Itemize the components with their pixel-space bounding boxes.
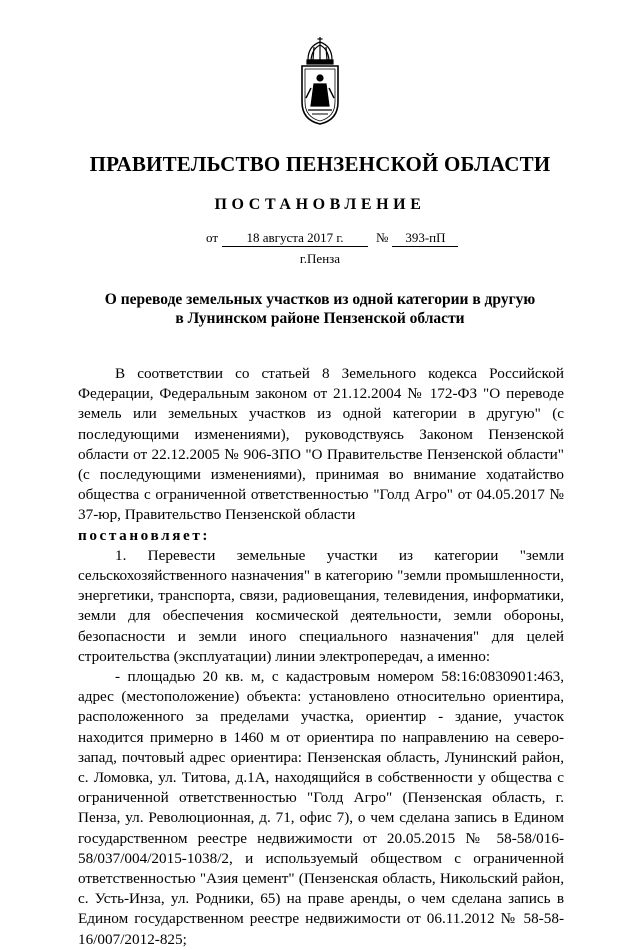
document-type: ПОСТАНОВЛЕНИЕ (214, 196, 426, 213)
document-meta (206, 230, 458, 247)
document-subject (60, 290, 580, 328)
subject-line-2: в Лунинском районе Пензенской области (175, 310, 465, 327)
city: г.Пенза (299, 251, 341, 266)
government-title: ПРАВИТЕЛЬСТВО ПЕНЗЕНСКОЙ ОБЛАСТИ (89, 152, 551, 176)
resolves-word: постановляет: (78, 526, 211, 544)
number-label: № (376, 230, 389, 245)
coat-of-arms-emblem (296, 36, 344, 126)
resolves-line (78, 526, 564, 546)
item-1-paragraph: 1. Перевести земельные участки из категории "земли сельскохозяйственного назначения" в категорию "земли промышленности, энергетики, транспорта, связи, радиовещания, телевидения, информатики, земли для обеспечения космической деятельности, земли обороны, безопасности и земли иного специального назначения" для целей строительства (эксплуатации) линии электропередач, а именно: (78, 546, 564, 665)
document-body (78, 364, 564, 950)
subitem-1-paragraph: - площадью 20 кв. м, с кадастровым номером 58:16:0830901:463, адрес (местоположение) объекта: установлено относительно ориентира, расположенного за пределами участка, ориентир - здание, участок находится примерно в 1460 м от ориентира по направлению на северо-запад, почтовый адрес ориентира: Пензенская область, Лунинский район, с. Ломовка, ул. Титова, д.1А, находящийся в собственности у общества с ограниченной ответственностью "Голд Агро" (Пензенская область, г. Пенза, ул. Революционная, д. 71, офис 7), о чем сделана запись в Едином государственном реестре недвижимости от 20.05.2015 № 58-58/016-58/037/004/2015-1038/2, и используемый обществом с ограниченной ответственностью "Азия цемент" (Пензенская область, Никольский район, с. Усть-Инза, ул. Родники, 65) на праве аренды, о чем сделана запись в Едином государственном реестре недвижимости от 06.11.2012 № 58-58-16/007/2012-825; (78, 668, 564, 948)
document-date: 18 августа 2017 г. (222, 230, 368, 247)
date-label: от (206, 230, 219, 245)
document-number: 393-пП (392, 230, 458, 247)
subject-line-1: О переводе земельных участков из одной категории в другую (104, 291, 536, 308)
preamble-paragraph: В соответствии со статьей 8 Земельного кодекса Российской Федерации, Федеральным законом от 21.12.2004 № 172-ФЗ "О переводе земель или земельных участков из одной категории в другую" (с последующими изменениями), руководствуясь Законом Пензенской области от 22.12.2005 № 906-ЗПО "О Правительстве Пензенской области" (с последующими изменениями), принимая во внимание ходатайство общества с ограниченной ответственностью "Голд Агро" от 04.05.2017 № 37-юр, Правительство Пензенской области (78, 365, 564, 524)
